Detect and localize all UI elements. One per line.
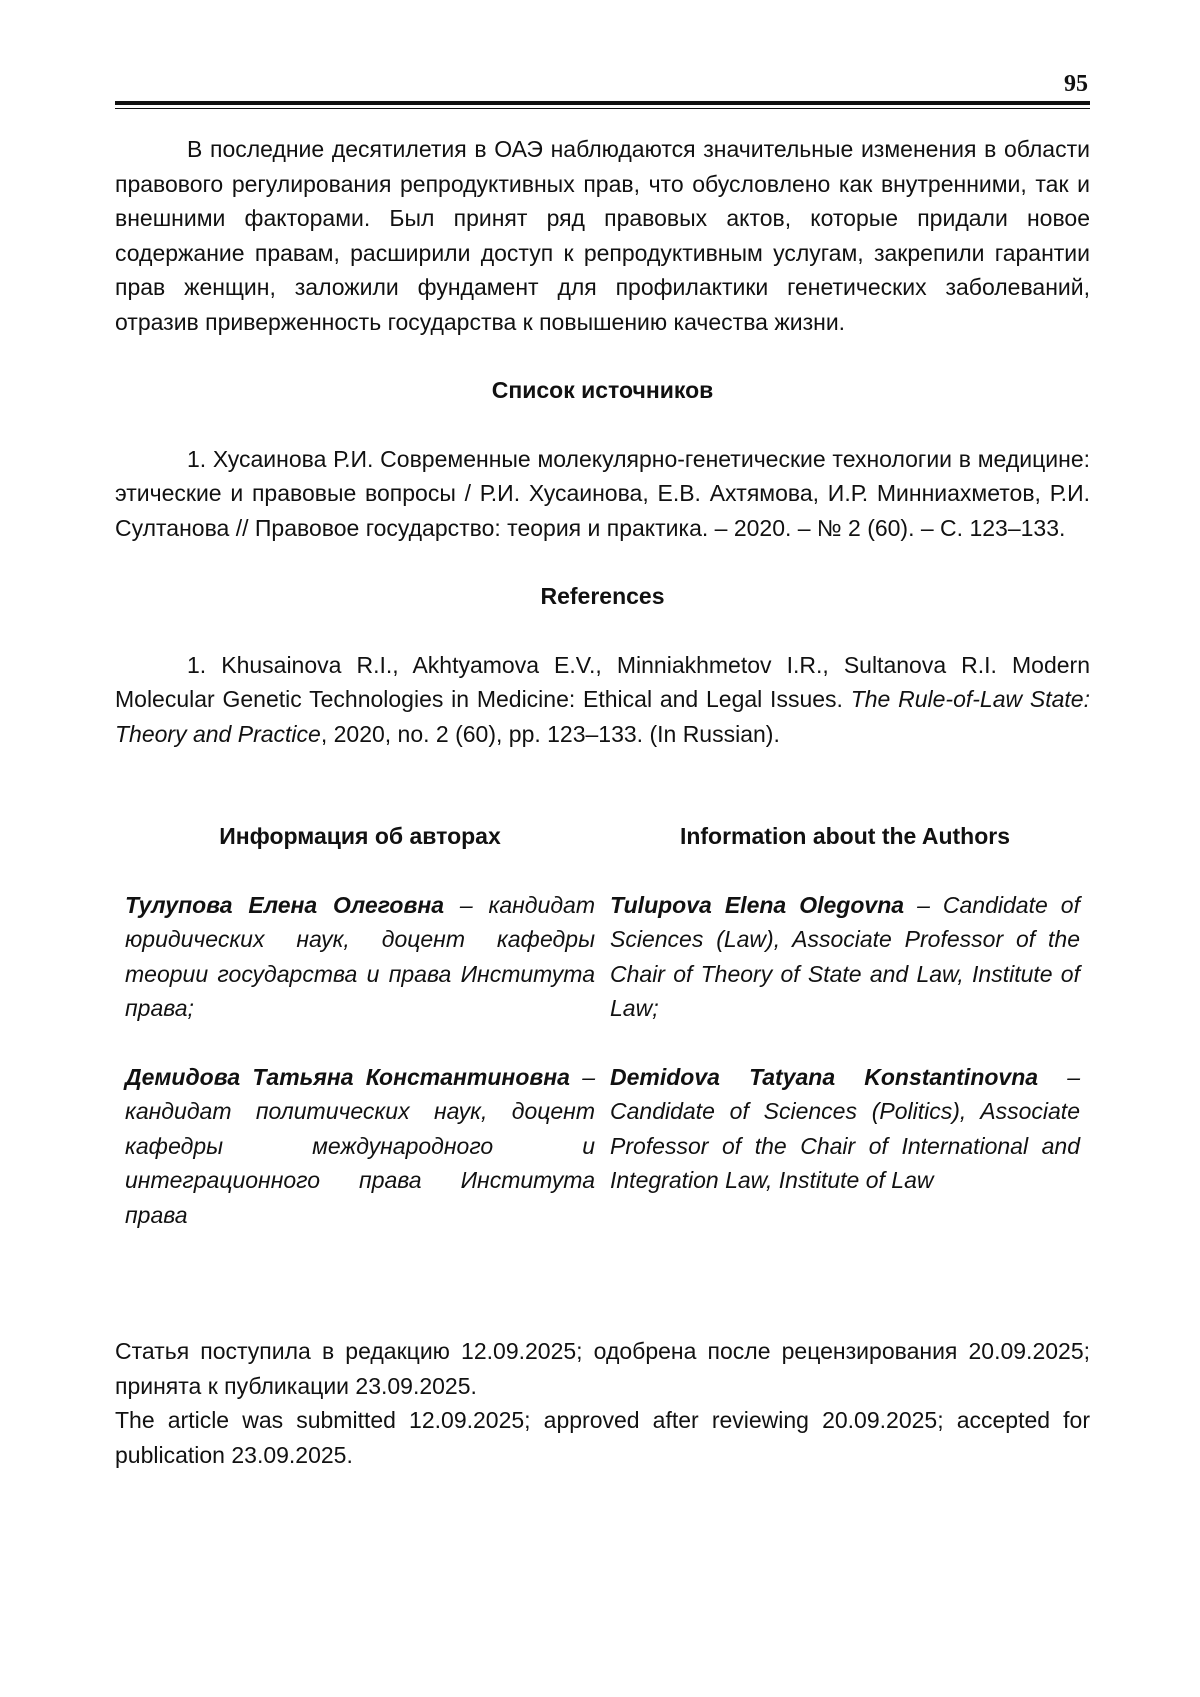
authors-ru-heading: Информация об авторах <box>219 823 501 849</box>
reference-authors-title: 1. Khusainova R.I., Akhtyamova E.V., Minniakhmetov I.R., Sultanova R.I. Modern Molecular Genetic Technologies in Medicine: Ethical and Legal Issues. <box>115 651 1090 712</box>
body-paragraph: В последние десятилетия в ОАЭ наблюдаются значительные изменения в области правового регулирования репродуктивных прав, что обусловлено как внутренними, так и внешними факторами. Был принят ряд правовых актов, которые придали новое содержание правам, расширили доступ к репродуктивным услугам, закрепили гарантии прав женщин, заложили фундамент для профилактики генетических заболеваний, отразив приверженность государства к повышению качества жизни. <box>115 136 1090 335</box>
header-rule-thick <box>115 101 1090 105</box>
author-ru-name: Демидова Татьяна Константиновна <box>125 1063 570 1090</box>
author-en-entry <box>610 1060 1080 1198</box>
source-item: 1. Хусаинова Р.И. Современные молекулярно-генетические технологии в медицине: этические и правовые вопросы / Р.И. Хусаинова, Е.В. Ахтямова, И.Р. Минниахметов, Р.И. Султанова // Правовое государство: теория и практика. – 2020. – № 2 (60). – С. 123–133. <box>115 445 1090 541</box>
author-en-name: Tulupova Elena Olegovna <box>610 891 905 918</box>
author-ru-details: – кандидат юридических наук, доцент кафедры теории государства и права Института права; <box>125 891 595 1021</box>
page-content <box>115 132 1090 1472</box>
author-ru-details: – кандидат политических наук, доцент кафедры международного и интеграционного права Института права <box>125 1063 595 1228</box>
author-ru-entry <box>125 1060 595 1233</box>
reference-tail: , 2020, no. 2 (60), pp. 123–133. (In Russian). <box>320 720 780 747</box>
author-en-details: – Candidate of Sciences (Law), Associate Professor of the Chair of Theory of State and Law, Institute of Law; <box>610 891 1080 1021</box>
authors-en-column <box>610 819 1080 1232</box>
authors-en-heading: Information about the Authors <box>679 823 1011 849</box>
author-en-name: Demidova Tatyana Konstantinovna <box>610 1063 1039 1090</box>
authors-ru-column <box>125 819 595 1232</box>
submission-dates-ru: Статья поступила в редакцию 12.09.2025; одобрена после рецензирования 20.09.2025; принята к публикации 23.09.2025. <box>115 1338 1090 1399</box>
header-rule-thin <box>115 108 1090 109</box>
author-ru-entry <box>125 888 595 1026</box>
page-number: 95 <box>1064 71 1088 97</box>
sources-heading: Список источников <box>491 377 714 403</box>
author-en-details: – Candidate of Sciences (Politics), Associate Professor of the Chair of International and Integration Law, Institute of Law <box>610 1063 1080 1193</box>
author-en-entry <box>610 888 1080 1026</box>
author-ru-name: Тулупова Елена Олеговна <box>125 891 445 918</box>
reference-journal: The Rule-of-Law State: Theory and Practice <box>115 686 1090 747</box>
reference-item <box>115 648 1090 752</box>
submission-dates-en: The article was submitted 12.09.2025; approved after reviewing 20.09.2025; accepted for publication 23.09.2025. <box>115 1407 1090 1468</box>
references-heading: References <box>540 583 665 609</box>
authors-info <box>115 819 1090 1232</box>
